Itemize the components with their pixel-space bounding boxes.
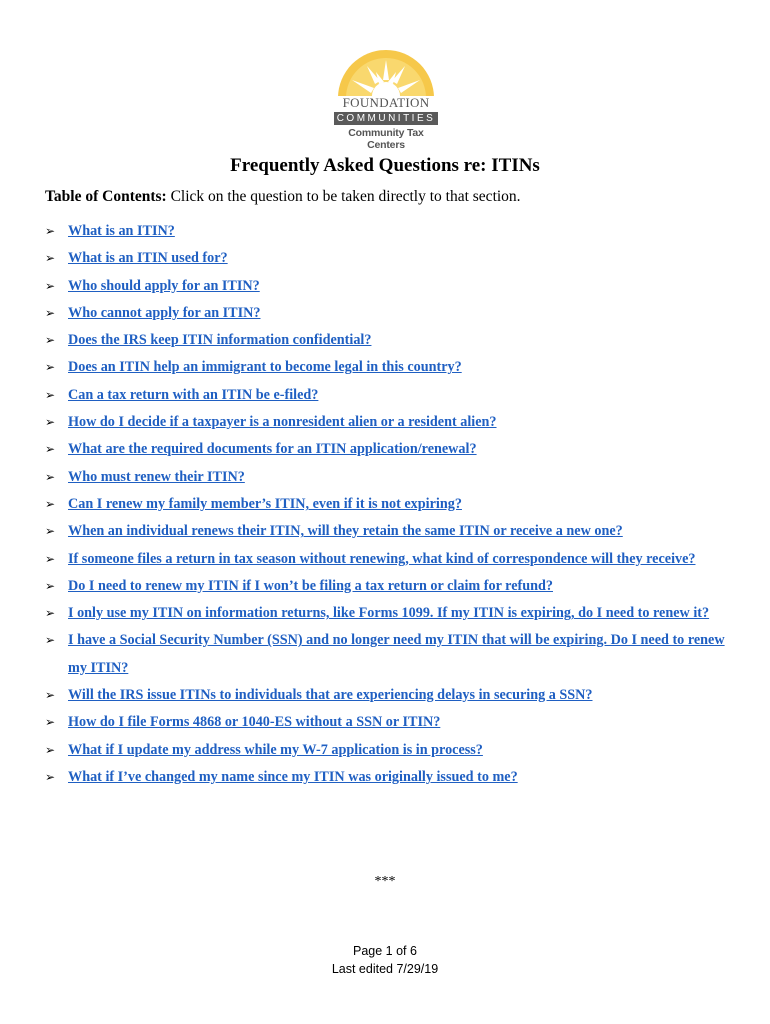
- toc-item: [45, 627, 735, 682]
- section-separator: ***: [374, 874, 396, 889]
- toc-label: Table of Contents:: [45, 188, 167, 205]
- arrowhead-bullet-icon: ➢: [45, 360, 56, 375]
- foundation-communities-logo: [330, 50, 442, 151]
- toc-question-link[interactable]: Does the IRS keep ITIN information confidential?: [68, 332, 372, 349]
- arrowhead-bullet-icon: ➢: [45, 551, 56, 566]
- arrowhead-bullet-icon: ➢: [45, 606, 56, 621]
- toc-question-link[interactable]: Who cannot apply for an ITIN?: [68, 304, 261, 321]
- arrowhead-bullet-icon: ➢: [45, 469, 56, 484]
- toc-item: [45, 600, 735, 627]
- toc-item: [45, 464, 735, 491]
- toc-question-link[interactable]: If someone files a return in tax season without renewing, what kind of correspondence will they receive?: [68, 550, 696, 567]
- toc-item: [45, 682, 735, 709]
- arrowhead-bullet-icon: ➢: [45, 333, 56, 348]
- toc-item: [45, 245, 735, 272]
- arrowhead-bullet-icon: ➢: [45, 278, 56, 293]
- toc-question-link[interactable]: Can a tax return with an ITIN be e-filed?: [68, 386, 319, 403]
- toc-item: [45, 546, 735, 573]
- arrowhead-bullet-icon: ➢: [45, 415, 56, 430]
- arrowhead-bullet-icon: ➢: [45, 224, 56, 238]
- toc-item: [45, 764, 735, 791]
- toc-intro: [45, 188, 521, 206]
- sun-logo-icon: [334, 50, 438, 98]
- toc-item: [45, 409, 735, 436]
- toc-question-link[interactable]: Does an ITIN help an immigrant to become legal in this country?: [68, 359, 462, 376]
- toc-item: [45, 709, 735, 736]
- toc-question-link[interactable]: How do I decide if a taxpayer is a nonresident alien or a resident alien?: [68, 414, 497, 431]
- arrowhead-bullet-icon: ➢: [45, 305, 56, 320]
- arrowhead-bullet-icon: ➢: [45, 769, 56, 784]
- toc-item: [45, 436, 735, 463]
- toc-item: [45, 273, 735, 300]
- toc-question-link[interactable]: Can I renew my family member’s ITIN, even if it is not expiring?: [68, 495, 462, 512]
- toc-question-link[interactable]: Do I need to renew my ITIN if I won’t be filing a tax return or claim for refund?: [68, 577, 553, 594]
- toc-question-link[interactable]: Who should apply for an ITIN?: [68, 277, 260, 294]
- toc-item: [45, 382, 735, 409]
- toc-question-link[interactable]: What if I update my address while my W-7 application is in process?: [68, 741, 483, 758]
- arrowhead-bullet-icon: ➢: [45, 633, 56, 648]
- toc-question-link[interactable]: What is an ITIN used for?: [68, 250, 228, 267]
- arrowhead-bullet-icon: ➢: [45, 524, 56, 539]
- toc-item: [45, 300, 735, 327]
- toc-question-link[interactable]: Who must renew their ITIN?: [68, 468, 245, 485]
- arrowhead-bullet-icon: ➢: [45, 578, 56, 593]
- arrowhead-bullet-icon: ➢: [45, 496, 56, 511]
- toc-question-link[interactable]: What if I’ve changed my name since my ITIN was originally issued to me?: [68, 768, 518, 785]
- toc-question-link[interactable]: I only use my ITIN on information returns, like Forms 1099. If my ITIN is expiring, do I need to renew it?: [68, 605, 710, 622]
- arrowhead-bullet-icon: ➢: [45, 715, 56, 730]
- toc-instruction: Click on the question to be taken directly to that section.: [170, 188, 521, 205]
- toc-item: [45, 518, 735, 545]
- toc-question-link[interactable]: What is an ITIN?: [68, 223, 175, 239]
- toc-question-link[interactable]: Will the IRS issue ITINs to individuals that are experiencing delays in securing a SSN?: [68, 687, 593, 704]
- toc-item: [45, 218, 735, 245]
- toc-item: [45, 327, 735, 354]
- toc-item: [45, 354, 735, 381]
- toc-item: [45, 737, 735, 764]
- arrowhead-bullet-icon: ➢: [45, 387, 56, 402]
- page-title: Frequently Asked Questions re: ITINs: [230, 155, 540, 176]
- page-number: Page 1 of 6: [353, 944, 417, 958]
- toc-question-link[interactable]: I have a Social Security Number (SSN) and no longer need my ITIN that will be expiring. Do I need to renew my ITIN?: [68, 632, 725, 676]
- logo-foundation-text: FOUNDATION: [342, 95, 430, 110]
- toc-item: [45, 491, 735, 518]
- toc-question-link[interactable]: How do I file Forms 4868 or 1040-ES without a SSN or ITIN?: [68, 714, 441, 731]
- last-edited-date: Last edited 7/29/19: [331, 962, 439, 976]
- arrowhead-bullet-icon: ➢: [45, 442, 56, 457]
- arrowhead-bullet-icon: ➢: [45, 688, 56, 703]
- toc-item: [45, 573, 735, 600]
- toc-question-link[interactable]: What are the required documents for an ITIN application/renewal?: [68, 441, 477, 458]
- toc-list: [45, 218, 735, 791]
- toc-question-link[interactable]: When an individual renews their ITIN, will they retain the same ITIN or receive a new one?: [68, 523, 623, 540]
- logo-communities-text: COMMUNITIES: [334, 112, 438, 125]
- logo-tax-centers-text: Community Tax Centers: [348, 127, 424, 151]
- arrowhead-bullet-icon: ➢: [45, 742, 56, 757]
- arrowhead-bullet-icon: ➢: [45, 251, 56, 266]
